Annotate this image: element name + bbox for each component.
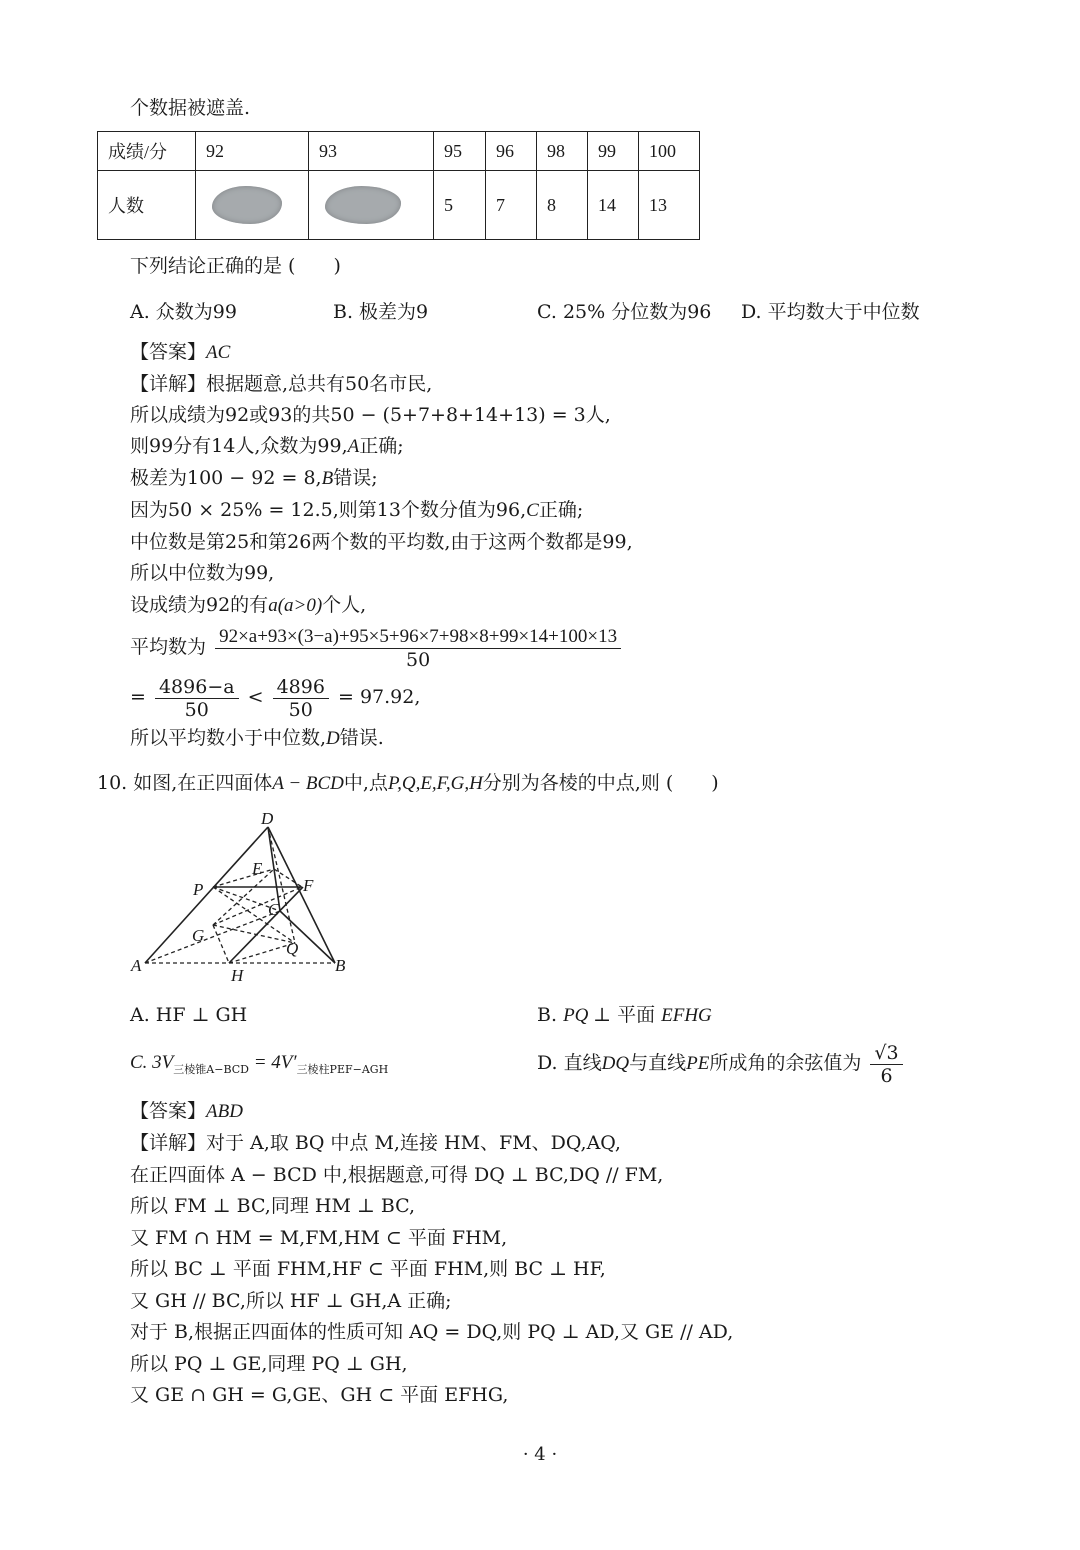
option-text: B. [537,1004,558,1026]
table-cell: 13 [639,171,700,240]
detail-text: 设成绩为92的有 [130,594,269,616]
detail-text: 错误. [339,727,384,749]
q10-option-d [537,1040,906,1087]
option-text: 平面 [617,1004,656,1026]
table-cell-obscured [196,171,309,240]
q10-detail-line: 又 FM ∩ HM = M,FM,HM ⊂ 平面 FHM, [130,1227,508,1249]
detail-text: 正确; [538,499,584,521]
detail-label: 【详解】 [130,373,207,395]
q10-option-b [537,1001,712,1030]
fraction-numerator: 4896−a [155,676,239,699]
option-math: = 4V′ [248,1052,297,1073]
q9-detail-line: 所以成绩为92或93的共50 − (5+7+8+14+13) = 3人, [130,404,611,426]
table-cell: 98 [537,132,588,171]
option-subscript: 三棱柱PEF−AGH [296,1063,389,1076]
segment-dq [268,827,295,943]
intro-text: 个数据被遮盖. [130,97,251,119]
stem-math: P,Q,E,F,G,H [387,773,483,794]
stem-text: 如图,在正四面体 [133,772,273,794]
option-subscript: 三棱锥A−BCD [173,1063,249,1076]
table-cell: 99 [588,132,639,171]
segment-gh [213,925,229,963]
label-f: F [303,876,314,895]
detail-text: 则99分有14人,众数为99, [130,435,348,457]
table-cell: 8 [537,171,588,240]
compare-fraction-left [155,676,239,721]
detail-text: 极差为100 − 92 = 8, [130,467,322,489]
q9-mean-formula [130,624,624,671]
q9-mean-compare [130,674,420,721]
label-p: P [193,880,204,899]
detail-text: 个人, [322,594,367,616]
label-g: G [192,926,205,945]
fraction-numerator: 4896 [273,676,329,699]
q10-option-a: A. HF ⊥ GH [130,1004,248,1026]
table-row [98,132,700,171]
option-math: EFHG [661,1005,712,1026]
q10-detail-line: 在正四面体 A − BCD 中,根据题意,可得 DQ ⊥ BC,DQ // FM, [130,1164,664,1186]
table-cell-obscured [309,171,434,240]
detail-text: = [130,686,146,708]
option-math: PE [686,1053,710,1074]
table-cell: 92 [196,132,309,171]
fraction-denominator: 50 [288,698,313,721]
table-cell: 96 [486,132,537,171]
q10-detail-line: 所以 FM ⊥ BC,同理 HM ⊥ BC, [130,1195,416,1217]
q9-option-d: D. 平均数大于中位数 [741,301,920,323]
q10-option-c [130,1048,388,1084]
label-h: H [231,966,244,985]
answer-label: 【答案】 [130,341,207,363]
q10-detail-line: 对于 B,根据正四面体的性质可知 AQ = DQ,则 PQ ⊥ AD,又 GE // AD, [130,1321,734,1343]
fraction-denominator: 50 [405,648,431,671]
question-number: 10. [97,772,128,794]
obscured-smudge [325,186,401,224]
q9-detail-line [130,370,432,398]
fraction-denominator: 50 [184,698,209,721]
option-text: D. 直线 [537,1052,602,1074]
option-math: PQ ⊥ [563,1005,612,1026]
page-number: · 4 · [522,1444,558,1465]
label-d: D [261,809,274,828]
table-cell: 100 [639,132,700,171]
detail-math: a(a>0) [268,595,323,616]
table-row [98,171,700,240]
answer-value: AC [206,342,231,363]
q9-detail-line [130,464,378,493]
q9-stem: 下列结论正确的是 ( ) [130,255,341,277]
table-cell: 5 [434,171,486,240]
q10-stem [97,769,719,798]
label-a: A [131,956,142,975]
detail-text: 根据题意,总共有50名市民, [206,373,433,395]
detail-text: 正确; [359,435,404,457]
q9-option-c: C. 25% 分位数为96 [537,301,712,323]
detail-text: 对于 A,取 BQ 中点 M,连接 HM、FM、DQ,AQ, [206,1132,621,1154]
detail-text: 所以平均数小于中位数, [130,727,327,749]
stem-math: A − BCD [272,773,344,794]
q9-answer [130,338,230,367]
detail-math: B [321,468,334,489]
tetrahedron-figure [125,805,355,985]
table-cell: 95 [434,132,486,171]
fraction-denominator: 6 [880,1064,893,1087]
q9-detail-line [130,724,384,753]
stem-text: 分别为各棱的中点,则 ( ) [482,772,719,794]
fraction-numerator: 92×a+93×(3−a)+95×5+96×7+98×8+99×14+100×13 [215,626,621,649]
fraction-numerator: √3 [870,1042,902,1065]
q9-detail-line [130,496,583,525]
q9-detail-line: 中位数是第25和第26两个数的平均数,由于这两个数都是99, [130,531,633,553]
score-table [97,131,700,240]
table-header-cell: 成绩/分 [98,132,196,171]
detail-math: C [526,500,539,521]
detail-label: 【详解】 [130,1132,207,1154]
q10-detail-line: 所以 BC ⊥ 平面 FHM,HF ⊂ 平面 FHM,则 BC ⊥ HF, [130,1258,606,1280]
table-cell: 7 [486,171,537,240]
obscured-smudge [212,186,282,224]
q9-detail-line [130,432,404,461]
answer-value: ABD [206,1101,243,1122]
table-header-cell: 人数 [98,171,196,240]
q9-option-b: B. 极差为9 [333,301,429,323]
q9-detail-line: 所以中位数为99, [130,562,275,584]
q10-detail-line: 又 GH // BC,所以 HF ⊥ GH,A 正确; [130,1290,452,1312]
label-e: E [252,859,263,878]
option-math: DQ [601,1053,630,1074]
answer-label: 【答案】 [130,1100,207,1122]
option-text: 所成角的余弦值为 [709,1052,862,1074]
compare-fraction-right [273,676,329,721]
cosine-fraction [870,1042,902,1087]
detail-text: = 97.92, [338,686,421,708]
detail-text: < [247,686,264,708]
table-cell: 14 [588,171,639,240]
option-math: C. 3V [130,1052,174,1073]
q10-detail-line: 又 GE ∩ GH = G,GE、GH ⊂ 平面 EFHG, [130,1384,509,1406]
label-c: C [268,900,280,919]
mean-fraction [215,626,621,671]
stem-text: 中,点 [343,772,388,794]
q9-detail-line [130,591,366,620]
option-text: 与直线 [629,1052,687,1074]
table-cell: 93 [309,132,434,171]
detail-text: 因为50 × 25% = 12.5,则第13个数分值为96, [130,499,527,521]
q9-option-a: A. 众数为99 [130,301,237,323]
detail-text: 错误; [333,467,378,489]
detail-math: A [347,436,360,457]
detail-math: D [326,728,340,749]
q10-detail-line [130,1129,621,1157]
detail-text: 平均数为 [130,636,207,658]
q10-answer [130,1097,243,1126]
label-q: Q [286,939,299,958]
q10-detail-line: 所以 PQ ⊥ GE,同理 PQ ⊥ GH, [130,1353,408,1375]
label-b: B [335,956,346,975]
